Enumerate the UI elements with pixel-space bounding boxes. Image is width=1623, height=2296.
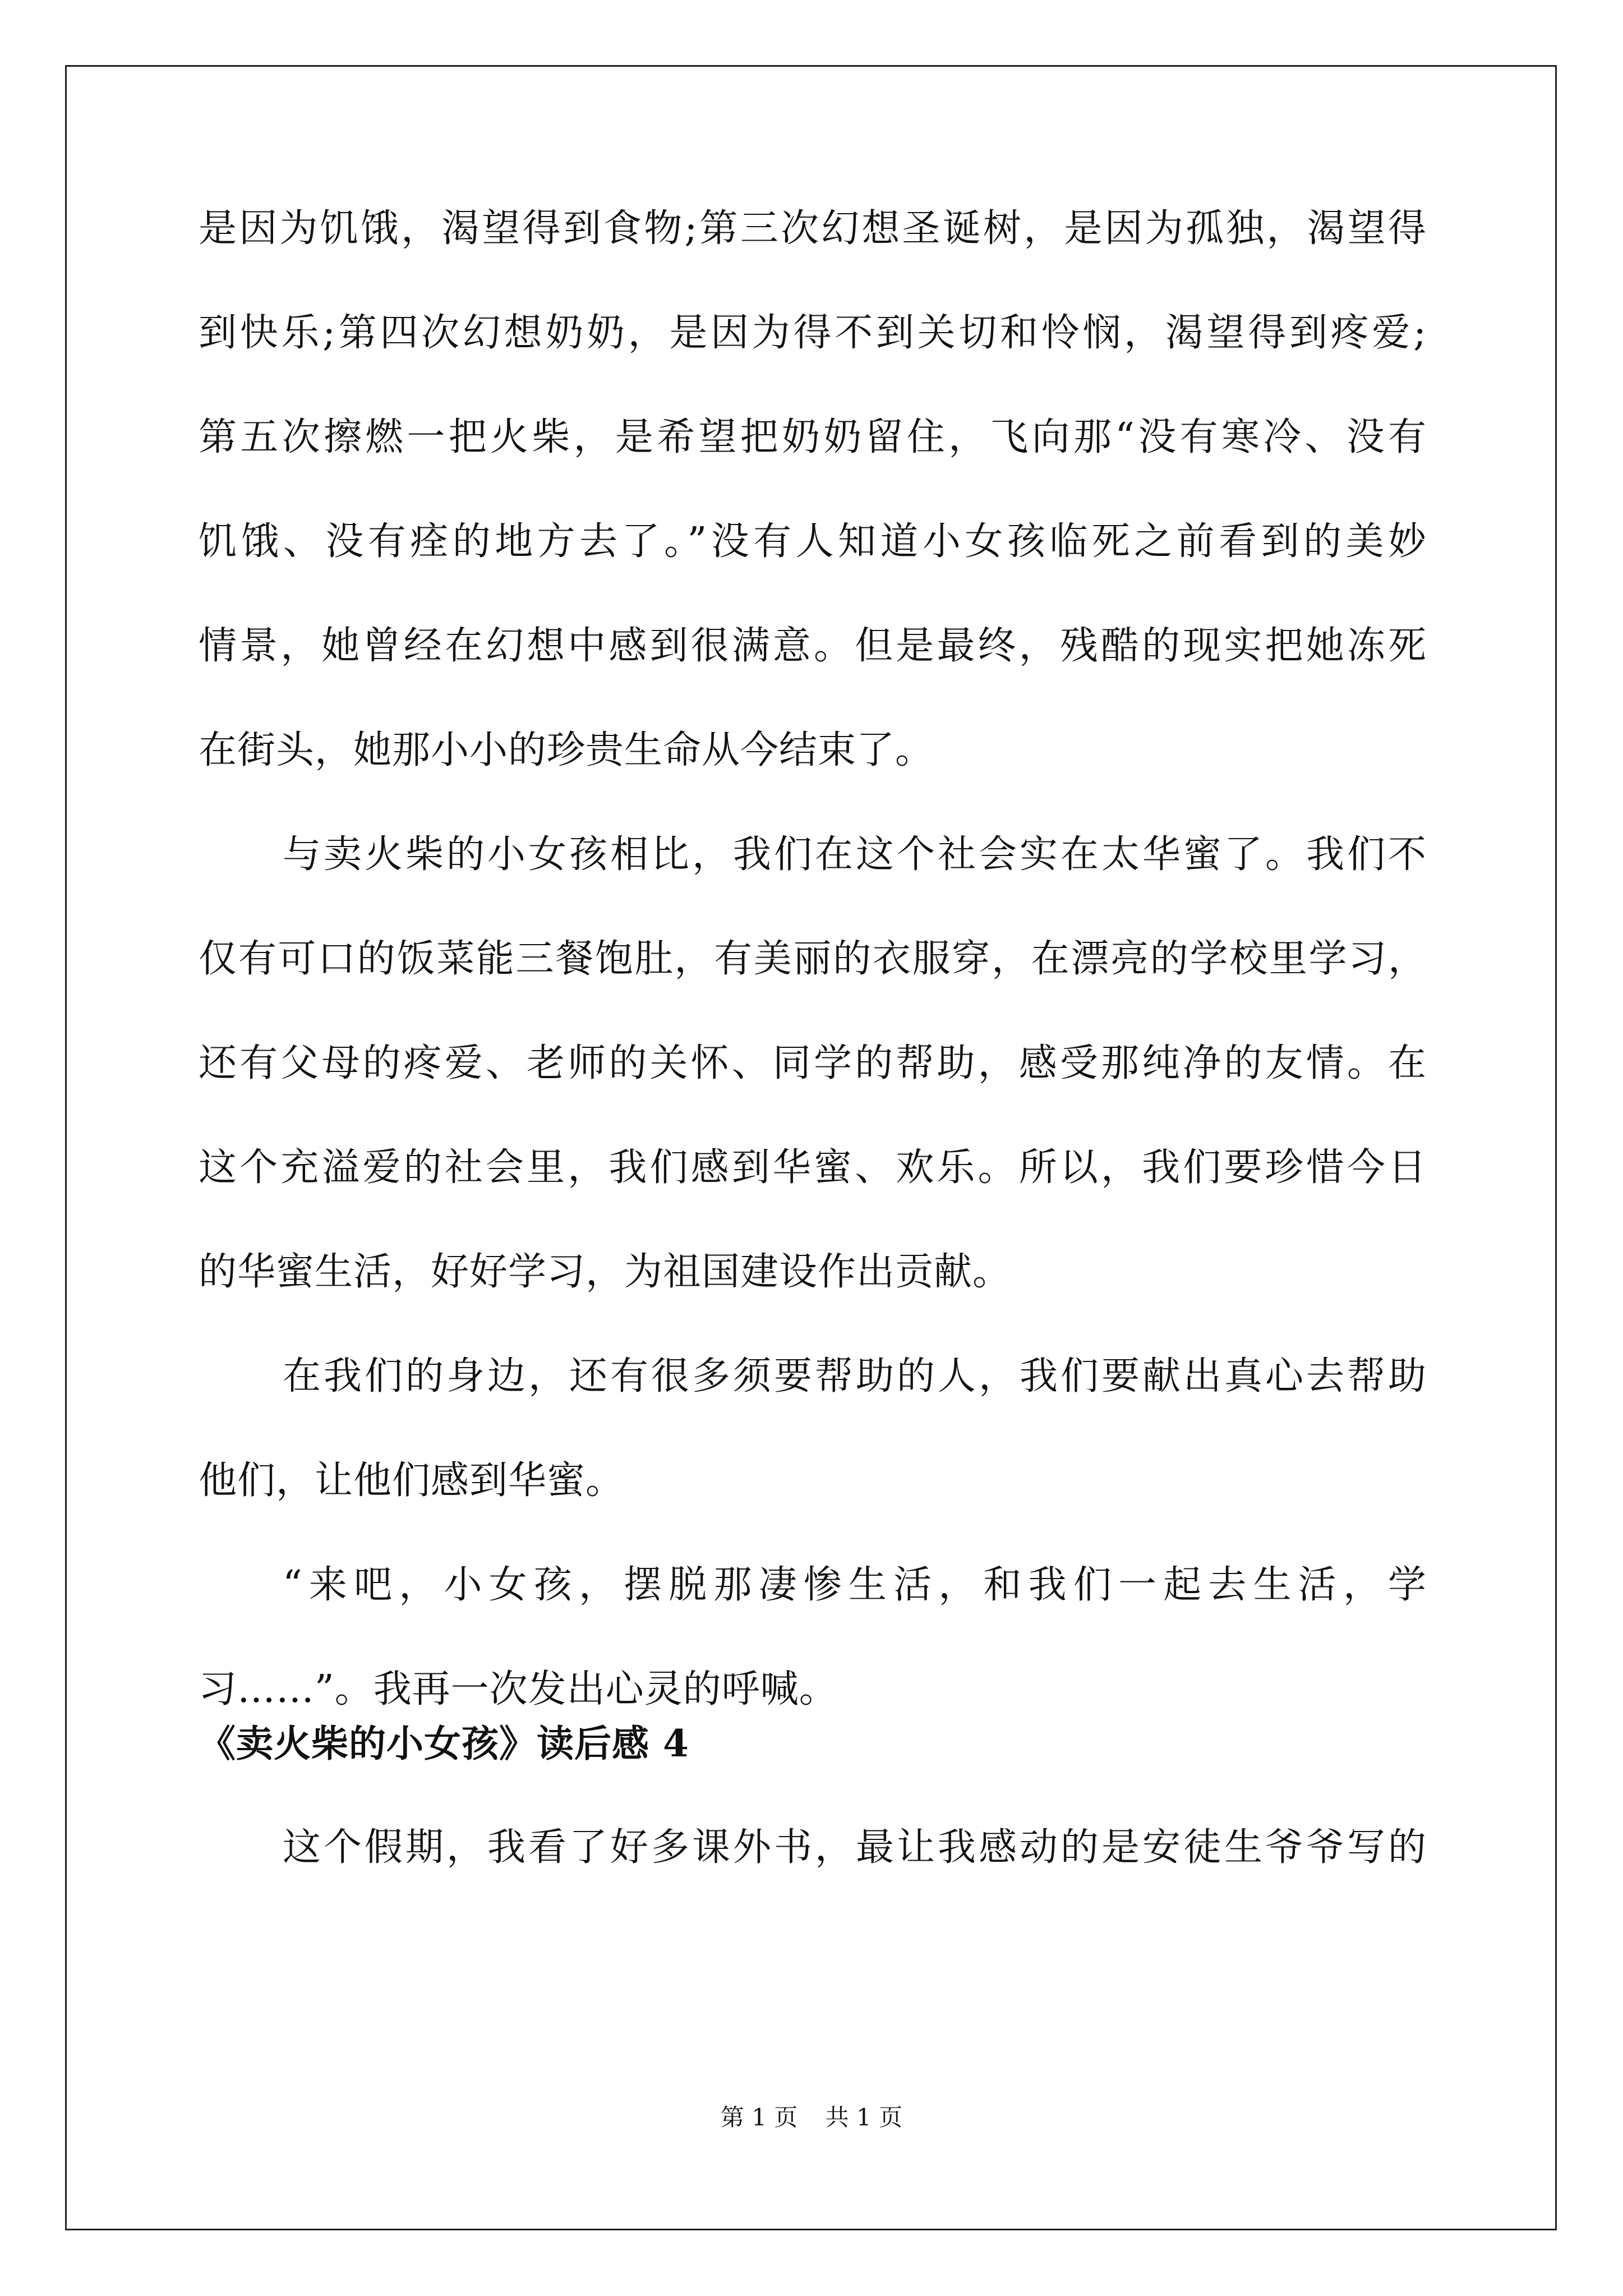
text-line: 第五次擦燃一把火柴，是希望把奶奶留住，飞向那“没有寒冷、没有 xyxy=(199,415,1427,459)
text-line: “来吧，小女孩，摆脱那凄惨生活，和我们一起去生活，学 xyxy=(283,1563,1427,1607)
text-line: 情景，她曾经在幻想中感到很满意。但是最终，残酷的现实把她冻死 xyxy=(199,624,1427,668)
page-number-current: 第 1 页 xyxy=(720,2104,798,2131)
paragraph-5 xyxy=(199,1821,1427,1875)
text-line: 这个假期，我看了好多课外书，最让我感动的是安徒生爷爷写的 xyxy=(283,1825,1427,1870)
text-line: 是因为饥饿，渴望得到食物;第三次幻想圣诞树，是因为孤独，渴望得 xyxy=(199,206,1427,251)
text-line: 还有父母的疼爱、老师的关怀、同学的帮助，感受那纯净的友情。在 xyxy=(199,1041,1427,1085)
text-line: 到快乐;第四次幻想奶奶，是因为得不到关切和怜悯，渴望得到疼爱; xyxy=(199,311,1427,355)
text-line: 在街头，她那小小的珍贵生命从今结束了。 xyxy=(199,728,934,772)
text-line: 仅有可口的饭菜能三餐饱肚，有美丽的衣服穿，在漂亮的学校里学习， xyxy=(199,937,1427,981)
page-footer xyxy=(0,2104,1623,2132)
section-heading: 《卖火柴的小女孩》读后感 4 xyxy=(199,1722,689,1765)
paragraph-3 xyxy=(199,1350,1427,1508)
paragraph-1 xyxy=(199,202,1427,777)
text-line: 这个充溢爱的社会里，我们感到华蜜、欢乐。所以，我们要珍惜今日 xyxy=(199,1145,1427,1190)
paragraph-4 xyxy=(199,1558,1427,1717)
document-body xyxy=(199,202,1427,1875)
text-line: 与卖火柴的小女孩相比，我们在这个社会实在太华蜜了。我们不 xyxy=(283,832,1427,877)
text-line: 饥饿、没有痊的地方去了。”没有人知道小女孩临死之前看到的美妙 xyxy=(199,519,1427,564)
page-number-total: 共 1 页 xyxy=(825,2104,903,2131)
paragraph-2 xyxy=(199,828,1427,1299)
text-line: 在我们的身边，还有很多须要帮助的人，我们要献出真心去帮助 xyxy=(283,1354,1427,1398)
text-line: 习……”。我再一次发出心灵的呼喊。 xyxy=(199,1667,838,1711)
text-line: 他们，让他们感到华蜜。 xyxy=(199,1458,625,1503)
text-line: 的华蜜生活，好好学习，为祖国建设作出贡献。 xyxy=(199,1250,1012,1294)
